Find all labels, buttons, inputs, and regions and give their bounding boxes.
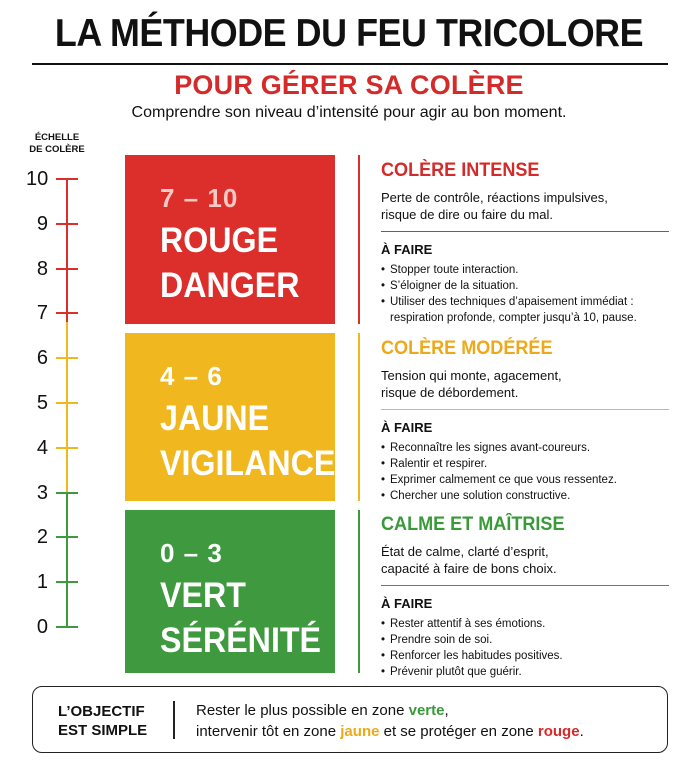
scale-tick xyxy=(56,492,78,494)
list-item: • Exprimer calmement ce que vous ressentez. xyxy=(381,472,669,488)
list-item: • Prévenir plutôt que guérir. xyxy=(381,664,669,680)
zone-red-description xyxy=(381,160,669,326)
goal-text-segment: et se protéger en zone xyxy=(379,723,538,740)
zone-description xyxy=(381,189,669,223)
zone-divider xyxy=(381,231,669,232)
list-item-continuation: respiration profonde, compter jusqu’à 10, pause. xyxy=(390,312,637,324)
scale-number: 6 xyxy=(36,347,48,370)
scale-line-segment xyxy=(66,322,68,492)
goal-text-segment: intervenir tôt en zone xyxy=(196,723,341,740)
scale-number: 9 xyxy=(36,212,48,235)
scale-label xyxy=(22,132,92,156)
goal-green-word: verte xyxy=(408,702,445,719)
zone-range: 4 – 6 xyxy=(160,361,223,391)
zone-range: 7 – 10 xyxy=(160,183,239,213)
scale-label-line2: DE COLÈRE xyxy=(29,144,85,155)
list-item: • Rester attentif à ses émotions. xyxy=(381,616,669,632)
goal-yellow-word: jaune xyxy=(340,723,380,740)
zone-description-line2: risque de débordement. xyxy=(381,385,519,400)
goal-text-segment: . xyxy=(579,723,584,740)
scale-tick xyxy=(56,536,78,538)
scale-number: 7 xyxy=(36,302,48,325)
list-item: • Ralentir et respirer. xyxy=(381,456,669,472)
zone-description-line1: Tension qui monte, agacement, xyxy=(381,368,562,383)
zone-description-line1: État de calme, clarté d’esprit, xyxy=(381,544,549,559)
page-title: LA MÉTHODE DU FEU TRICOLORE xyxy=(54,12,644,55)
zone-name-line2: SÉRÉNITÉ xyxy=(160,621,322,660)
goal-divider xyxy=(173,701,175,739)
scale-tick xyxy=(56,402,78,404)
list-item: • Reconnaître les signes avant-coureurs. xyxy=(381,440,669,456)
scale-number: 5 xyxy=(36,392,48,414)
goal-text-segment: , xyxy=(444,702,449,719)
zone-divider xyxy=(381,409,669,410)
scale-tick xyxy=(56,268,78,270)
zone-red-block xyxy=(125,155,335,324)
goal-text xyxy=(196,700,656,742)
scale-number: 2 xyxy=(36,526,48,549)
page-subtitle: POUR GÉRER SA COLÈRE xyxy=(174,70,524,100)
goal-title-line2: EST SIMPLE xyxy=(58,722,148,739)
zone-name-line2: DANGER xyxy=(160,266,300,305)
zone-description-line2: capacité à faire de bons choix. xyxy=(381,561,557,576)
scale-tick xyxy=(56,223,78,225)
scale-tick xyxy=(56,357,78,359)
scale-label-line1: ÉCHELLE xyxy=(34,132,80,143)
zone-red-separator xyxy=(358,155,360,324)
zone-name-line2: VIGILANCE xyxy=(160,444,336,483)
todo-label: À FAIRE xyxy=(381,420,433,435)
zone-description xyxy=(381,543,669,577)
zone-green-description xyxy=(381,514,669,680)
scale-number: 1 xyxy=(36,571,48,594)
goal-text-segment: Rester le plus possible en zone xyxy=(196,702,409,719)
list-item: • Utiliser des techniques d’apaisement immédiat : xyxy=(381,294,669,310)
page-tagline: Comprendre son niveau d’intensité pour agir au bon moment. xyxy=(131,104,567,121)
zone-range: 0 – 3 xyxy=(160,538,223,568)
list-item: • Renforcer les habitudes positives. xyxy=(381,648,669,664)
todo-label: À FAIRE xyxy=(381,596,433,611)
goal-text-line1 xyxy=(196,700,656,721)
title-divider xyxy=(32,63,668,65)
goal-box xyxy=(32,686,668,753)
goal-title-line1: L’OBJECTIF xyxy=(58,703,145,720)
list-item: • Prendre soin de soi. xyxy=(381,632,669,648)
scale-line-segment xyxy=(66,493,68,627)
zone-heading: CALME ET MAÎTRISE xyxy=(381,514,565,535)
zone-name-line1: JAUNE xyxy=(160,399,270,438)
action-list xyxy=(381,440,669,504)
zone-yellow-block xyxy=(125,333,335,501)
goal-title xyxy=(58,702,168,740)
zone-divider xyxy=(381,585,669,586)
zone-yellow-separator xyxy=(358,333,360,501)
zone-green-block xyxy=(125,510,335,673)
scale-tick xyxy=(56,581,78,583)
zone-description-line2: risque de dire ou faire du mal. xyxy=(381,207,553,222)
action-list xyxy=(381,262,669,326)
scale-number: 10 xyxy=(26,168,49,190)
scale-number: 3 xyxy=(36,481,48,504)
scale-number: 0 xyxy=(36,616,48,638)
todo-label: À FAIRE xyxy=(381,242,433,257)
scale-line-segment xyxy=(66,179,68,322)
zone-description-line1: Perte de contrôle, réactions impulsives, xyxy=(381,190,608,205)
scale-tick xyxy=(56,312,78,314)
list-item: • Stopper toute interaction. xyxy=(381,262,669,278)
zone-yellow-description xyxy=(381,338,669,504)
zone-heading: COLÈRE INTENSE xyxy=(381,160,540,181)
zone-green-separator xyxy=(358,510,360,673)
scale-tick xyxy=(56,178,78,180)
zone-description xyxy=(381,367,669,401)
scale-tick xyxy=(56,626,78,628)
action-list xyxy=(381,616,669,680)
list-item: • Chercher une solution constructive. xyxy=(381,488,669,504)
scale-number: 4 xyxy=(36,436,48,459)
list-item: • S’éloigner de la situation. xyxy=(381,278,669,294)
goal-text-line2 xyxy=(196,721,656,742)
scale-tick xyxy=(56,447,78,449)
zone-name-line1: VERT xyxy=(160,576,246,615)
goal-red-word: rouge xyxy=(537,723,580,740)
scale-number: 8 xyxy=(36,257,48,280)
zone-heading: COLÈRE MODÉRÉE xyxy=(381,338,553,359)
zone-name-line1: ROUGE xyxy=(160,221,279,260)
